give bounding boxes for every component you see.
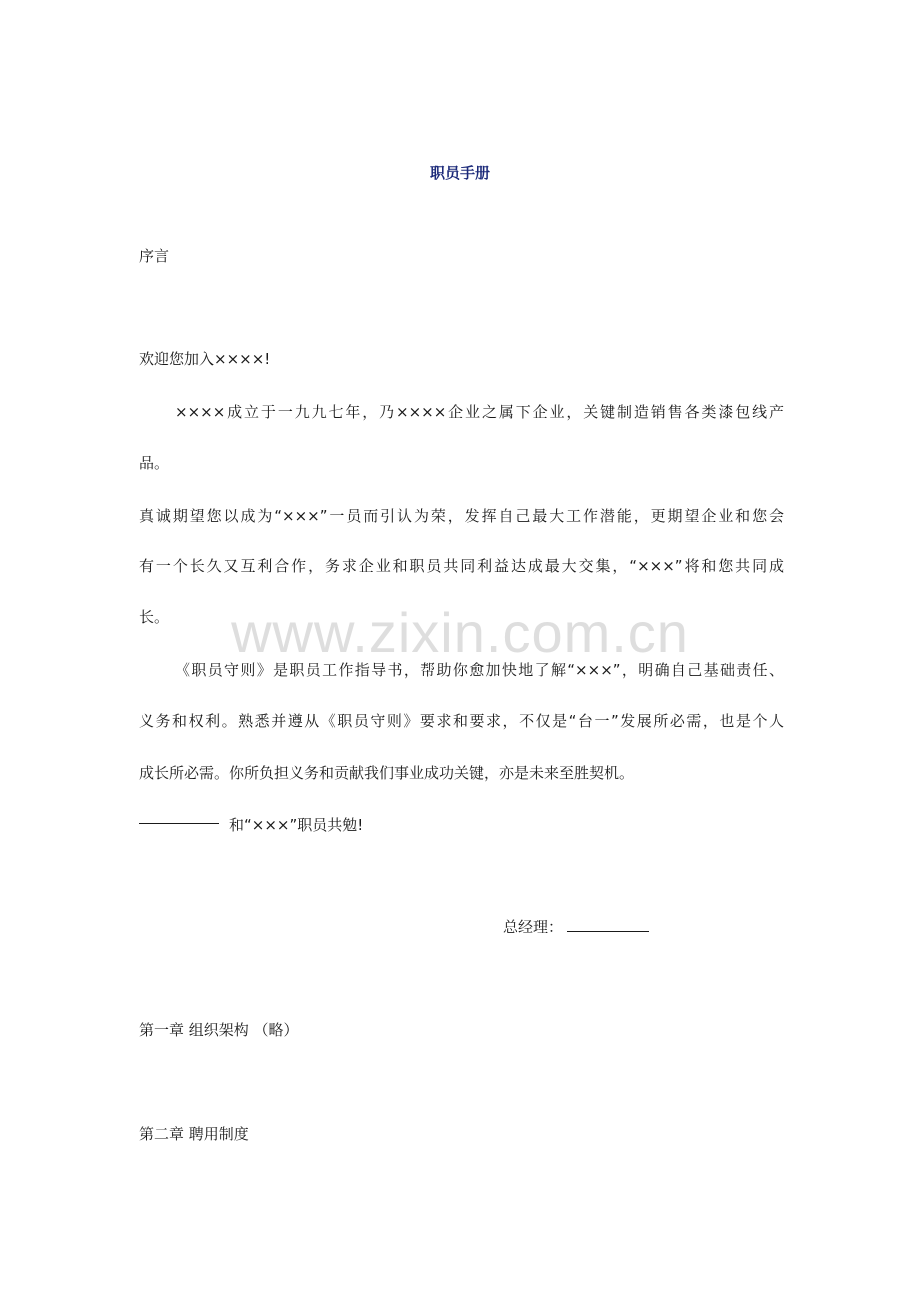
manager-signature: [503, 917, 649, 937]
manager-label: 总经理：: [503, 918, 564, 936]
paragraph-3-line-3: 成长所必需。你所负担义务和贡献我们事业成功关键，亦是未来至胜契机。: [139, 764, 635, 782]
paragraph-1-line-2: 品。: [139, 454, 170, 472]
closing-line: [139, 815, 784, 835]
closing-dash: [139, 823, 219, 824]
paragraph-3-line-1: 《职员守则》是职员工作指导书，帮助你愈加快地了解“×××”，明确自己基础责任、: [175, 661, 784, 679]
paragraph-1-line-1: ××××成立于一九九七年，乃××××企业之属下企业，关键制造销售各类漆包线产: [175, 403, 784, 421]
chapter-1-heading: 第一章 组织架构 （略）: [139, 1021, 299, 1039]
chapter-2-heading: 第二章 聘用制度: [139, 1125, 249, 1143]
preface-heading: 序言: [139, 247, 170, 265]
welcome-text: 欢迎您加入××××!: [139, 350, 271, 368]
document-title: 职员手册: [429, 164, 490, 182]
paragraph-2-line-3: 长。: [139, 608, 170, 626]
signature-blank: [567, 917, 649, 932]
paragraph-2-line-1: 真诚期望您以成为“×××”一员而引认为荣，发挥自己最大工作潜能，更期望企业和您会: [139, 507, 784, 525]
closing-text: 和“×××”职员共勉!: [229, 816, 364, 834]
paragraph-2-line-2: 有一个长久又互利合作，务求企业和职员共同利益达成最大交集，“×××”将和您共同成: [139, 557, 784, 575]
paragraph-3-line-2: 义务和权利。熟悉并遵从《职员守则》要求和要求，不仅是“台一”发展所必需，也是个人: [139, 712, 784, 730]
watermark: www.zixin.com.cn: [231, 601, 689, 664]
